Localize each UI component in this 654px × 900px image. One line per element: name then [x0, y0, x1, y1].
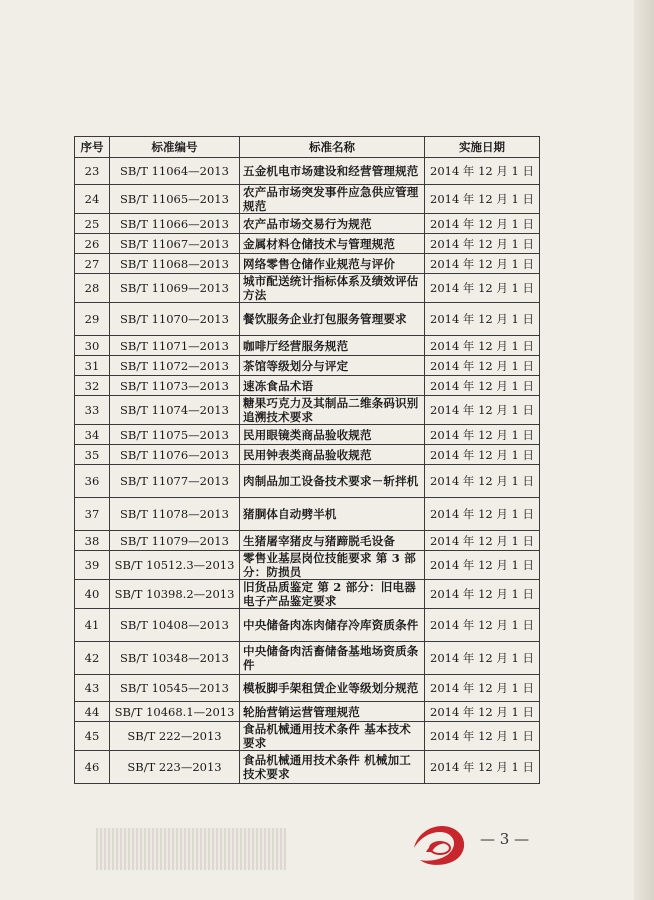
cell-code: SB/T 11073—2013 [110, 376, 240, 396]
cell-no: 23 [75, 158, 110, 185]
cell-name: 农产品市场交易行为规范 [240, 214, 425, 234]
cell-date: 2014 年 12 月 1 日 [425, 376, 540, 396]
cell-date: 2014 年 12 月 1 日 [425, 303, 540, 336]
cell-code: SB/T 11069—2013 [110, 274, 240, 303]
table-row [75, 642, 540, 675]
table-row [75, 185, 540, 214]
cell-no: 33 [75, 396, 110, 425]
cell-name: 中央储备肉活畜储备基地场资质条件 [240, 642, 425, 675]
cell-no: 36 [75, 465, 110, 498]
seal-logo-icon [408, 818, 472, 870]
page-edge [634, 0, 654, 900]
header-name: 标准名称 [240, 137, 425, 158]
cell-code: SB/T 11078—2013 [110, 498, 240, 531]
standards-table [74, 136, 540, 784]
cell-name: 民用钟表类商品验收规范 [240, 445, 425, 465]
table-row [75, 609, 540, 642]
cell-code: SB/T 11075—2013 [110, 425, 240, 445]
cell-date: 2014 年 12 月 1 日 [425, 722, 540, 751]
cell-code: SB/T 11068—2013 [110, 254, 240, 274]
cell-no: 41 [75, 609, 110, 642]
cell-name: 生猪屠宰猪皮与猪蹄脱毛设备 [240, 531, 425, 551]
cell-date: 2014 年 12 月 1 日 [425, 254, 540, 274]
cell-name: 旧货品质鉴定 第 2 部分：旧电器电子产品鉴定要求 [240, 580, 425, 609]
cell-code: SB/T 10408—2013 [110, 609, 240, 642]
cell-name: 糖果巧克力及其制品二维条码识别追溯技术要求 [240, 396, 425, 425]
cell-name: 食品机械通用技术条件 基本技术要求 [240, 722, 425, 751]
cell-code: SB/T 11076—2013 [110, 445, 240, 465]
cell-name: 零售业基层岗位技能要求 第 3 部分：防损员 [240, 551, 425, 580]
cell-name: 食品机械通用技术条件 机械加工技术要求 [240, 751, 425, 784]
cell-no: 27 [75, 254, 110, 274]
cell-name: 网络零售仓储作业规范与评价 [240, 254, 425, 274]
table-row [75, 303, 540, 336]
table-row [75, 702, 540, 722]
cell-date: 2014 年 12 月 1 日 [425, 465, 540, 498]
table-row [75, 336, 540, 356]
cell-date: 2014 年 12 月 1 日 [425, 609, 540, 642]
cell-no: 32 [75, 376, 110, 396]
cell-no: 34 [75, 425, 110, 445]
table-row [75, 498, 540, 531]
header-no: 序号 [75, 137, 110, 158]
cell-no: 45 [75, 722, 110, 751]
cell-date: 2014 年 12 月 1 日 [425, 234, 540, 254]
cell-date: 2014 年 12 月 1 日 [425, 356, 540, 376]
cell-no: 40 [75, 580, 110, 609]
table-row [75, 675, 540, 702]
cell-no: 25 [75, 214, 110, 234]
header-date: 实施日期 [425, 137, 540, 158]
cell-date: 2014 年 12 月 1 日 [425, 702, 540, 722]
footer-scan-noise [96, 828, 286, 870]
page-number: — 3 — [480, 830, 530, 848]
cell-no: 44 [75, 702, 110, 722]
cell-code: SB/T 11064—2013 [110, 158, 240, 185]
table-header-row [75, 137, 540, 158]
cell-no: 30 [75, 336, 110, 356]
cell-date: 2014 年 12 月 1 日 [425, 274, 540, 303]
cell-name: 速冻食品术语 [240, 376, 425, 396]
table-row [75, 425, 540, 445]
table-row [75, 445, 540, 465]
table-row [75, 531, 540, 551]
cell-name: 金属材料仓储技术与管理规范 [240, 234, 425, 254]
cell-date: 2014 年 12 月 1 日 [425, 158, 540, 185]
cell-no: 38 [75, 531, 110, 551]
cell-code: SB/T 10512.3—2013 [110, 551, 240, 580]
cell-code: SB/T 11066—2013 [110, 214, 240, 234]
table-row [75, 274, 540, 303]
cell-name: 餐饮服务企业打包服务管理要求 [240, 303, 425, 336]
cell-code: SB/T 10348—2013 [110, 642, 240, 675]
cell-name: 咖啡厅经营服务规范 [240, 336, 425, 356]
cell-date: 2014 年 12 月 1 日 [425, 214, 540, 234]
cell-code: SB/T 11065—2013 [110, 185, 240, 214]
cell-date: 2014 年 12 月 1 日 [425, 498, 540, 531]
cell-date: 2014 年 12 月 1 日 [425, 642, 540, 675]
cell-name: 模板脚手架租赁企业等级划分规范 [240, 675, 425, 702]
table-row [75, 158, 540, 185]
cell-date: 2014 年 12 月 1 日 [425, 425, 540, 445]
table-row [75, 396, 540, 425]
cell-date: 2014 年 12 月 1 日 [425, 445, 540, 465]
cell-no: 29 [75, 303, 110, 336]
cell-name: 城市配送统计指标体系及绩效评估方法 [240, 274, 425, 303]
cell-no: 37 [75, 498, 110, 531]
cell-date: 2014 年 12 月 1 日 [425, 396, 540, 425]
cell-date: 2014 年 12 月 1 日 [425, 675, 540, 702]
cell-code: SB/T 11072—2013 [110, 356, 240, 376]
table-row [75, 356, 540, 376]
cell-name: 中央储备肉冻肉储存冷库资质条件 [240, 609, 425, 642]
cell-code: SB/T 223—2013 [110, 751, 240, 784]
cell-date: 2014 年 12 月 1 日 [425, 336, 540, 356]
cell-code: SB/T 222—2013 [110, 722, 240, 751]
cell-date: 2014 年 12 月 1 日 [425, 580, 540, 609]
table-row [75, 551, 540, 580]
table-row [75, 234, 540, 254]
cell-no: 39 [75, 551, 110, 580]
cell-no: 24 [75, 185, 110, 214]
cell-code: SB/T 11079—2013 [110, 531, 240, 551]
cell-name: 肉制品加工设备技术要求－斩拌机 [240, 465, 425, 498]
cell-no: 26 [75, 234, 110, 254]
table-row [75, 465, 540, 498]
header-code: 标准编号 [110, 137, 240, 158]
cell-name: 民用眼镜类商品验收规范 [240, 425, 425, 445]
cell-code: SB/T 11074—2013 [110, 396, 240, 425]
cell-no: 35 [75, 445, 110, 465]
cell-no: 42 [75, 642, 110, 675]
cell-name: 五金机电市场建设和经营管理规范 [240, 158, 425, 185]
table-row [75, 254, 540, 274]
cell-no: 31 [75, 356, 110, 376]
cell-date: 2014 年 12 月 1 日 [425, 551, 540, 580]
cell-no: 28 [75, 274, 110, 303]
cell-code: SB/T 10545—2013 [110, 675, 240, 702]
cell-code: SB/T 10468.1—2013 [110, 702, 240, 722]
cell-name: 轮胎营销运营管理规范 [240, 702, 425, 722]
table-row [75, 376, 540, 396]
table-row [75, 751, 540, 784]
table-row [75, 580, 540, 609]
cell-code: SB/T 11067—2013 [110, 234, 240, 254]
cell-date: 2014 年 12 月 1 日 [425, 185, 540, 214]
cell-name: 茶馆等级划分与评定 [240, 356, 425, 376]
cell-name: 猪胴体自动劈半机 [240, 498, 425, 531]
cell-name: 农产品市场突发事件应急供应管理规范 [240, 185, 425, 214]
cell-no: 43 [75, 675, 110, 702]
cell-code: SB/T 11077—2013 [110, 465, 240, 498]
cell-code: SB/T 10398.2—2013 [110, 580, 240, 609]
table-row [75, 722, 540, 751]
cell-date: 2014 年 12 月 1 日 [425, 531, 540, 551]
cell-no: 46 [75, 751, 110, 784]
cell-code: SB/T 11070—2013 [110, 303, 240, 336]
cell-date: 2014 年 12 月 1 日 [425, 751, 540, 784]
table-row [75, 214, 540, 234]
cell-code: SB/T 11071—2013 [110, 336, 240, 356]
